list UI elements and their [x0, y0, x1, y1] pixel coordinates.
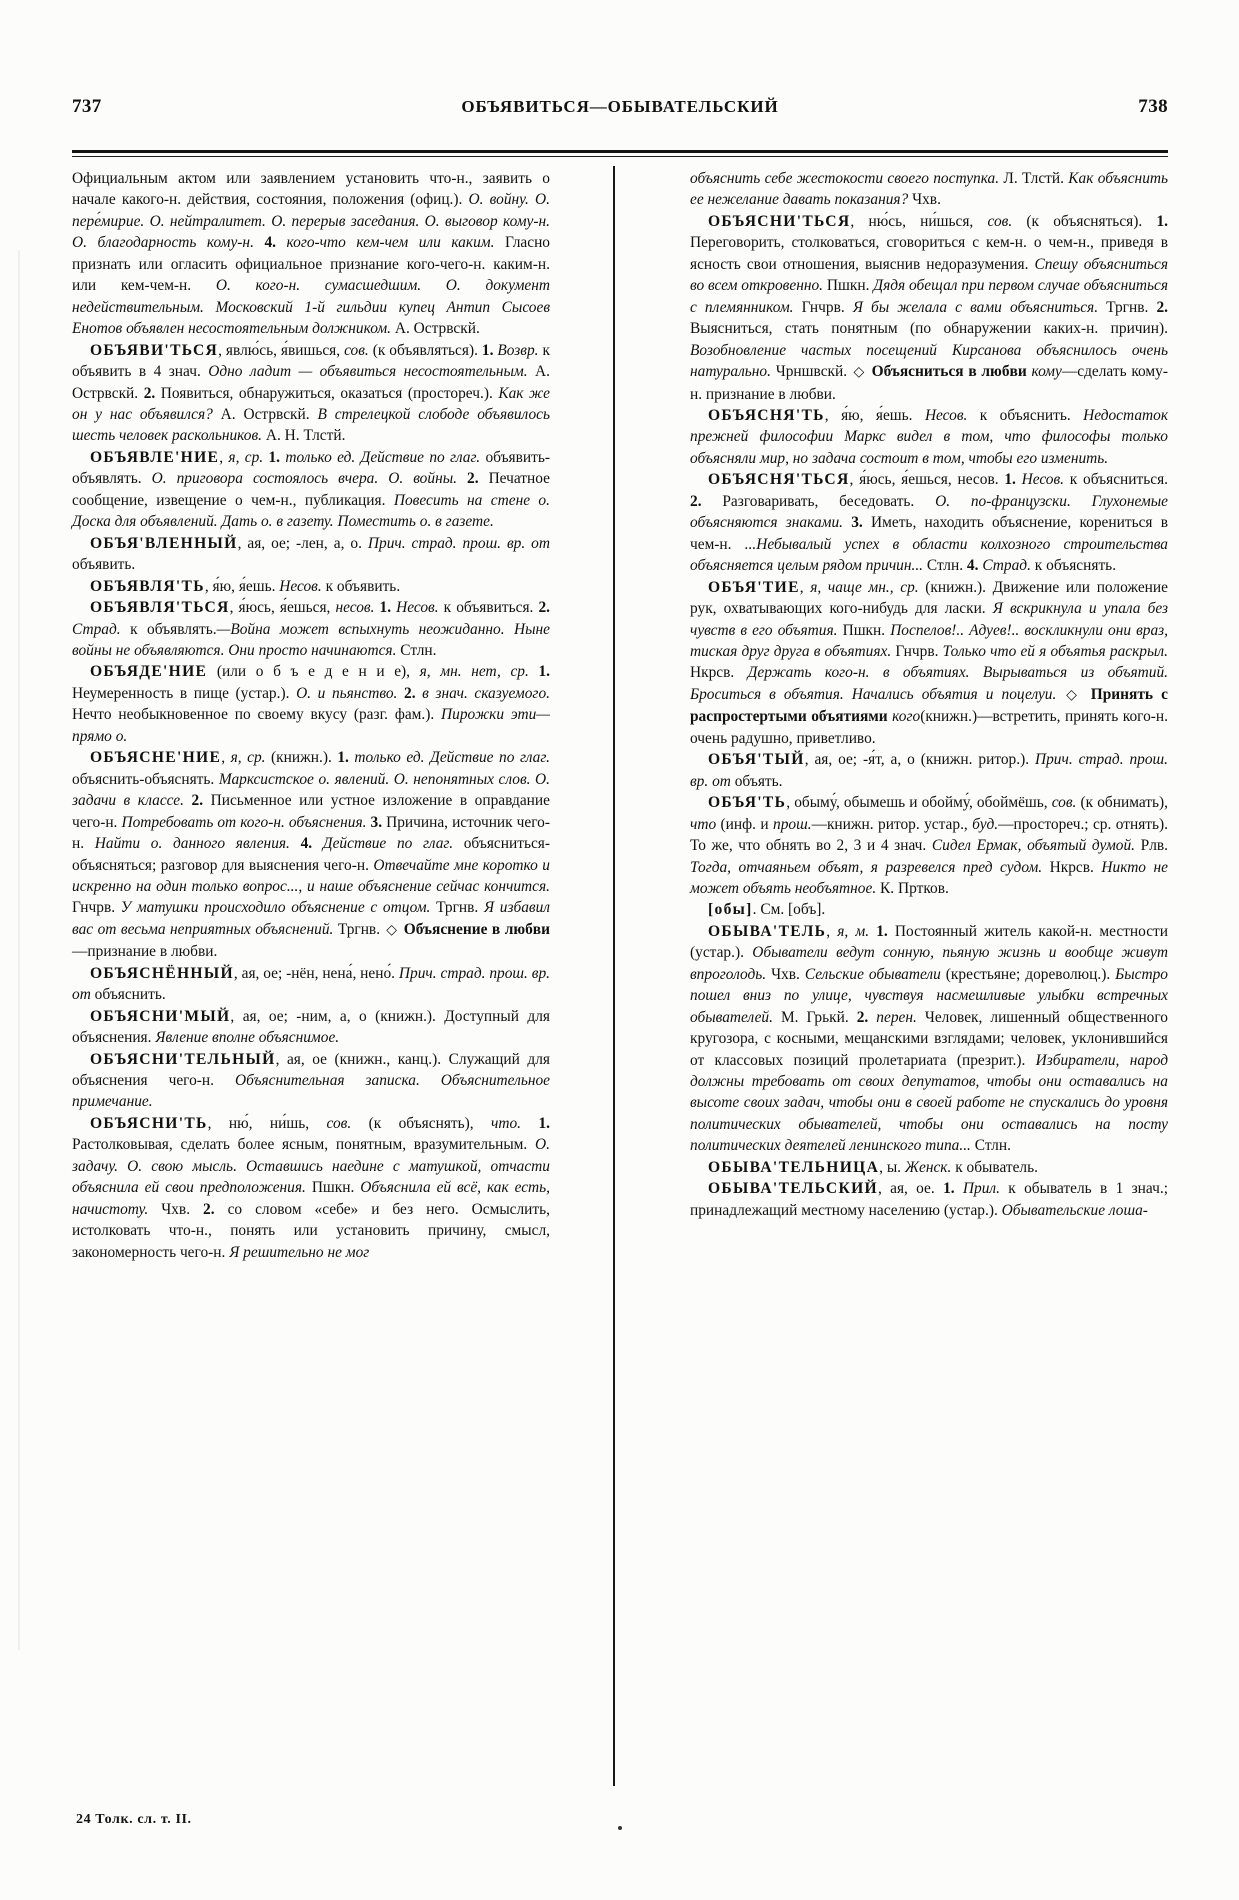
entry-headword: ОБЪЯСНИ'ТЕЛЬНЫЙ	[90, 1050, 276, 1068]
sense-number: 2.	[690, 492, 723, 510]
sense-number: 4.	[966, 557, 983, 575]
gloss-roman: Гнчрв.	[72, 899, 121, 917]
gloss-italic: —Война может вспыхнуть неожиданно. Ныне войны не объявляются. Они просто начинаются.	[72, 620, 551, 659]
gloss-italic: Я избавил вас от весьма неприятных объяснений.	[72, 899, 550, 938]
dictionary-entry[interactable]	[690, 899, 1168, 920]
gloss-italic: О. и пьянство.	[296, 684, 405, 702]
gloss-italic: У матушки происходило объяснение с отцом.	[120, 899, 437, 917]
gloss-roman: я́ю, я́ешь.	[841, 406, 925, 424]
phraseology-government: кому	[1026, 363, 1062, 381]
dictionary-entry[interactable]	[72, 1049, 550, 1113]
gloss-roman: Письменное или устное изложение в оправдание чего-н.	[72, 792, 550, 831]
dictionary-entry[interactable]	[72, 1006, 550, 1049]
gloss-italic: Поспелов!.. Адуев!.. воскликнули они враз, тиская друг друга в объятиях.	[690, 621, 1169, 660]
gloss-italic: объяснить себе жестокости своего поступка.	[690, 170, 1004, 187]
gloss-italic: Держать кого-н. в объятиях. Вырываться из объятий. Броситься в объятия. Начались объятия и поцелуи.	[690, 664, 1168, 703]
gloss-italic: сов.	[1051, 794, 1081, 812]
entry-headword: ОБЪЯСНИ'ТЬ	[90, 1114, 208, 1132]
gloss-roman: Тргнв.	[436, 899, 484, 917]
gloss-roman: Разговаривать, беседовать.	[722, 492, 936, 510]
gloss-roman: ,	[207, 1114, 229, 1132]
running-title: ОБЪЯВИТЬСЯ—ОБЫВАТЕЛЬСКИЙ	[461, 97, 779, 116]
gloss-roman: ,	[877, 1180, 891, 1198]
gloss-italic: Прич. страд. прош. вр. от	[72, 964, 551, 1004]
gloss-roman: ,	[219, 448, 229, 466]
gloss-roman: я́юсь, я́ешься,	[238, 599, 336, 617]
gloss-roman: ,	[275, 1050, 287, 1068]
gloss-roman: (к объяснять),	[368, 1114, 492, 1132]
gloss-roman: ,	[824, 406, 842, 424]
gloss-italic: Несов.	[1021, 471, 1070, 489]
gloss-roman: ая, ое; -лен, а, о.	[247, 534, 368, 552]
gloss-italic: Сидел Ермак, объятый думой.	[931, 837, 1141, 855]
gloss-italic: сов.	[987, 212, 1027, 230]
gloss-roman: (крестьяне; дореволюц.).	[945, 965, 1116, 983]
gloss-roman: (к объясняться).	[1026, 212, 1157, 230]
gloss-roman: . См. [объ].	[752, 901, 826, 919]
sense-number: 1.	[379, 599, 397, 617]
entry-headword: ОБЪЯСНЯ'ТЬ	[708, 406, 825, 424]
gloss-italic: Избиратели, народ должны требовать от своих депутатов, чтобы они оставались на высоте своих задач, чтобы они в своей работе не спускались до уровня политических обывателей, чтобы они оставались на посту политических деятелей ленинского типа...	[690, 1051, 1168, 1155]
gloss-italic: Потребовать от кого-н. объяснения.	[121, 813, 371, 831]
gloss-roman: к объяснить.	[979, 406, 1084, 424]
sense-number: 2.	[404, 684, 423, 702]
gloss-roman: ая, ое; -нён, нена́, нено́.	[241, 964, 399, 982]
gloss-italic: Недостаток прежней философии Маркс видел в том, что философы только объясняли мир, но задача состоит в том, чтобы его изменить.	[690, 406, 1169, 467]
gloss-italic: О. задачу. О. свою мысль. Оставшись наедине с матушкой, отчасти объяснила ей свои предположения.	[72, 1136, 550, 1197]
sense-number: 1.	[943, 1180, 963, 1198]
folio-left: 737	[72, 96, 102, 117]
gloss-italic: О. по-французски. Глухонемые объясняются знаками.	[690, 492, 1169, 532]
dictionary-entry[interactable]	[72, 661, 550, 747]
entry-headword: ОБЪЯВИ'ТЬСЯ	[90, 341, 219, 359]
phraseology-gloss: —признание в любви.	[72, 943, 218, 961]
sense-number: 1.	[268, 448, 286, 466]
gloss-roman: ,	[237, 534, 248, 552]
gloss-roman: ая, ое (книжн., канц.). Служащий для объяснения чего-н.	[72, 1050, 550, 1090]
gloss-italic: Как же он у нас объявился?	[72, 384, 550, 423]
gloss-roman: М. Грькй.	[780, 1008, 857, 1026]
dictionary-entry[interactable]	[72, 747, 550, 963]
gloss-roman: Гнчрв.	[895, 642, 943, 660]
gloss-roman: (книжн.). Движение или положение рук, охватывающих кого-нибудь для ласки.	[690, 578, 1168, 618]
gloss-roman: ню́, ни́шь,	[228, 1114, 327, 1132]
scan-edge-artifact	[18, 250, 20, 1650]
running-head	[72, 96, 1168, 126]
gloss-roman: Выясниться, стать понятным (по обнаружении каких-н. причин).	[690, 320, 1168, 338]
gloss-roman: Чрншвскй.	[775, 363, 848, 381]
gloss-roman: Л. Тлстй.	[1003, 170, 1069, 187]
gloss-roman: Нкрсв.	[690, 664, 748, 682]
gloss-italic: Страд.	[72, 620, 131, 638]
entry-headword: ОБЪЯ'ТЫЙ	[708, 751, 805, 769]
gloss-roman: я́юсь, я́ешься, несов.	[859, 471, 1005, 489]
gloss-italic: Прил.	[962, 1180, 1009, 1198]
gloss-italic: Прич. страд. прош. вр. от	[690, 751, 1168, 790]
gloss-italic: Несов.	[924, 406, 980, 424]
gloss-italic: Несов.	[396, 599, 444, 617]
gloss-italic: Повесить на стене о. Доска для объявлений. Дать о. в газету. Поместить о. в газете.	[72, 491, 550, 531]
dictionary-entry[interactable]	[72, 1113, 550, 1263]
sense-number: 1.	[337, 749, 355, 767]
gloss-italic: Действие по глаг.	[322, 835, 464, 853]
gloss-italic: Объяснительная записка. Объяснительное примечание.	[72, 1072, 550, 1111]
gloss-roman: обыму́, обымешь и обойму́, обоймёшь,	[794, 794, 1052, 812]
gloss-italic: ...Небывалый успех в области колхозного строительства объясняется целым рядом причин...	[690, 535, 1168, 575]
gloss-italic: я, мн. нет, ср.	[419, 663, 539, 681]
gloss-roman: ,	[826, 922, 838, 940]
entry-headword: ОБЪЯСНЁННЫЙ	[90, 964, 234, 982]
footer-signature: 24 Толк. сл. т. II.	[76, 1812, 192, 1827]
gloss-italic: О. приговора состоялось вчера. О. войны.	[151, 470, 467, 488]
dictionary-entry[interactable]	[690, 921, 1168, 1157]
phraseology-government: кого	[887, 708, 921, 726]
entry-headword: ОБЪЯ'ТИЕ	[708, 578, 800, 596]
gloss-roman: ,	[233, 964, 242, 982]
entry-headword: ОБЫВА'ТЕЛЬСКИЙ	[708, 1180, 878, 1198]
phraseology-gloss: —сделать кому-н. признание в любви.	[690, 363, 1168, 403]
phraseology-gloss: (книжн.)—встретить, принять кого-н. очень радушно, приветливо.	[690, 708, 1168, 747]
entry-headword: ОБЪЯДЕ'НИЕ	[90, 663, 208, 681]
gloss-roman: Человек, лишенный общественного кругозора, с косными, мещанскими взглядами; человек, уклонившийся от классовых позиций пролетариата (презрит.).	[690, 1008, 1168, 1069]
gloss-roman: Переговорить, столковаться, сговориться с кем-н. о чем-н., приведя в ясность свои отношения, выяснив недоразумения.	[690, 234, 1168, 273]
carryover-paragraph	[690, 168, 1168, 211]
gloss-roman: Стлн.	[974, 1137, 1011, 1155]
columns-container	[72, 168, 1168, 1798]
sense-number: 4.	[300, 835, 323, 853]
gloss-roman: к объявиться.	[443, 599, 539, 617]
gloss-roman: Появиться, обнаружиться, оказаться (простореч.).	[160, 384, 499, 402]
gloss-roman: ,	[804, 751, 815, 769]
gloss-roman: ая, ое; -я́т, а, о (книжн. ритор.).	[814, 751, 1035, 769]
gloss-roman: К. Пртков.	[880, 879, 949, 897]
gloss-italic: Дядя обещал при первом случае объясниться с племянником.	[690, 277, 1169, 316]
gloss-roman: ,	[849, 471, 860, 489]
scan-speck	[618, 1826, 622, 1830]
gloss-italic: я, ср.	[228, 448, 269, 466]
gloss-roman: Официальным актом или заявлением установить что-н., заявить о начале какого-н. действия, состояния, положения (офиц.).	[72, 170, 550, 209]
entry-headword: ОБЪЯСНИ'МЫЙ	[90, 1007, 231, 1025]
gloss-roman: Чхв.	[161, 1200, 204, 1218]
gloss-roman: А. Острвскй.	[394, 320, 480, 338]
gloss-roman: к объявить.	[325, 577, 401, 595]
gloss-roman: ,	[230, 1007, 243, 1025]
phraseology-phrase: Объяснение в любви	[403, 920, 550, 938]
gloss-italic: прош.	[773, 815, 812, 833]
sense-number: 3.	[370, 813, 387, 831]
gloss-roman: ы.	[886, 1158, 905, 1176]
gloss-roman: явлю́сь, я́вишься,	[225, 341, 345, 359]
sense-number: 1.	[1156, 212, 1168, 230]
gloss-roman: Гнчрв.	[801, 298, 853, 316]
phraseology-diamond-icon: ◇	[382, 922, 402, 938]
gloss-roman: объясниться-объясняться; разговор для выяснения чего-н.	[72, 835, 550, 874]
header-rule-thin	[72, 156, 1168, 157]
gloss-italic: В стрелецкой слободе объявилось шесть человек раскольников.	[72, 405, 550, 445]
column-left	[72, 168, 550, 1263]
gloss-italic: Только что ей я объятья раскрыл.	[942, 642, 1168, 660]
gloss-italic: Одно ладит — объявиться несостоятельным.	[208, 363, 536, 381]
header-rule-thick	[72, 150, 1168, 153]
gloss-roman: Рлв.	[1140, 837, 1168, 855]
gloss-italic: Сельские обыватели	[804, 965, 946, 983]
column-right	[690, 168, 1168, 1221]
dictionary-entry[interactable]	[690, 792, 1168, 899]
entry-variant-spelling: (или о б ъ е д е н и е)	[207, 663, 407, 681]
gloss-italic: Я решительно не мог	[229, 1243, 370, 1261]
gloss-roman: Причина, источник чего-н.	[72, 813, 550, 853]
gloss-roman: объявить-объявлять.	[72, 448, 550, 488]
dictionary-entry[interactable]	[72, 597, 550, 661]
sense-number: 4.	[264, 234, 287, 252]
gloss-italic: Прич. страд. прош. вр. от	[367, 534, 550, 552]
carryover-paragraph	[72, 168, 550, 340]
gloss-roman: объять.	[734, 772, 783, 790]
gloss-italic: перен.	[876, 1008, 925, 1026]
gloss-roman: —книжн. ритор. устар.,	[811, 815, 973, 833]
gloss-italic: Возвр.	[497, 341, 543, 359]
gloss-roman: ая, ое; -ним, а, о (книжн.). Доступный для объяснения.	[72, 1007, 550, 1047]
sense-number: 2.	[856, 1008, 877, 1026]
dictionary-entry[interactable]	[690, 1178, 1168, 1221]
gloss-roman: к обыватель в 1 знач.; принадлежащий местному населению (устар.).	[690, 1180, 1168, 1219]
gloss-italic: в знач. сказуемого.	[422, 684, 550, 702]
entry-headword: ОБЪЯСНЯ'ТЬСЯ	[708, 471, 850, 489]
gloss-roman: (инф. и	[720, 815, 773, 833]
sense-number: 2.	[191, 792, 211, 810]
gloss-italic: Несов.	[279, 577, 326, 595]
sense-number: 2.	[143, 384, 161, 402]
gloss-roman: ню́сь, ни́шься,	[868, 212, 988, 230]
dictionary-entry[interactable]	[690, 405, 1168, 469]
gloss-italic: О. кого-н. сумасшедшим. О. документ недействительным. Московский 1-й гильдии купец Антип Сысоев Енотов объявлен несостоятельным должником.	[72, 277, 550, 338]
gloss-italic: Пирожки эти—прямо о.	[72, 706, 550, 745]
dictionary-entry[interactable]	[72, 340, 550, 447]
gloss-italic: Возобновление частых посещений Кирсанова объяснилось очень натурально.	[690, 341, 1168, 381]
gloss-roman: объявить.	[72, 556, 136, 574]
gloss-roman: ,	[204, 577, 213, 595]
gloss-roman: ,	[406, 663, 420, 681]
gloss-italic: буд.	[972, 815, 999, 833]
gloss-roman: Пшкн.	[842, 621, 891, 639]
gloss-italic: сов.	[326, 1114, 369, 1132]
gloss-roman: Пшкн.	[311, 1179, 361, 1197]
sense-number: 3.	[851, 514, 872, 532]
entry-headword: ОБЪЯВЛЕ'НИЕ	[90, 448, 220, 466]
dictionary-entry[interactable]	[72, 447, 550, 533]
gloss-italic: сов.	[344, 341, 373, 359]
gloss-roman: объяснить.	[94, 986, 166, 1004]
gloss-roman: (к объявляться).	[372, 341, 482, 359]
gloss-italic: Найти о. данного явления.	[94, 835, 301, 853]
gloss-roman: ая, ое.	[890, 1180, 944, 1198]
gloss-italic: Женск.	[904, 1158, 956, 1176]
gloss-roman: Нечто необыкновенное по своему вкусу (разг. фам.).	[72, 706, 442, 724]
gloss-italic: Объяснила ей всё, как есть, начистоту.	[72, 1179, 551, 1218]
gloss-roman: Нкрсв.	[1049, 858, 1102, 876]
gloss-roman: Неумеренность в пище (устар.).	[72, 684, 297, 702]
gloss-italic: Страд.	[982, 557, 1035, 575]
gloss-italic: Обывательские лоша-	[1001, 1201, 1148, 1219]
gloss-italic: что.	[491, 1114, 539, 1132]
gloss-italic: кого-что кем-чем или каким.	[286, 234, 505, 252]
gloss-roman: к обыватель.	[955, 1158, 1038, 1176]
entry-headword: ОБЪЯ'ТЬ	[708, 794, 787, 812]
entry-headword: [обы]	[708, 901, 753, 919]
gloss-roman: ,	[218, 341, 226, 359]
gloss-roman: Печатное сообщение, извещение о чем-н., публикация.	[72, 470, 550, 509]
gloss-roman: Тргнв.	[337, 920, 381, 938]
gloss-roman: Постоянный житель какой-н. местности (устар.).	[690, 922, 1169, 962]
gloss-roman: А. Острвскй.	[220, 405, 318, 423]
entry-headword: ОБЪЯСНИ'ТЬСЯ	[708, 212, 851, 230]
gloss-roman: ,	[221, 749, 231, 767]
gloss-italic: Как объяснить ее нежелание давать показания?	[690, 170, 1169, 209]
entry-headword: ОБЪЯВЛЯ'ТЬСЯ	[90, 599, 230, 617]
dictionary-entry[interactable]	[72, 533, 550, 576]
gloss-italic: что	[690, 815, 721, 833]
phraseology-diamond-icon: ◇	[1058, 687, 1089, 703]
entry-headword: ОБЫВА'ТЕЛЬ	[708, 922, 827, 940]
entry-headword: ОБЫВА'ТЕЛЬНИЦА	[708, 1158, 880, 1176]
gloss-roman: (к обнимать),	[1080, 794, 1168, 812]
folio-right: 738	[1138, 96, 1168, 117]
gloss-italic: я, м.	[837, 922, 877, 940]
dictionary-entry[interactable]	[72, 576, 550, 597]
dictionary-entry[interactable]	[690, 749, 1168, 792]
sense-number: 2.	[538, 599, 551, 617]
gloss-roman: ,	[786, 794, 795, 812]
gloss-italic: Отвечайте мне коротко и искренно на один только вопрос..., и наше объяснение сейчас кончится.	[72, 856, 550, 895]
gloss-roman: Иметь, находить объяснение, корениться в чем-н.	[690, 514, 1168, 553]
dictionary-entry[interactable]	[690, 211, 1168, 405]
gloss-roman: к объясниться.	[1069, 471, 1168, 489]
gloss-roman: Пшкн.	[826, 277, 874, 295]
gloss-italic: Явление вполне объяснимое.	[155, 1029, 340, 1047]
phraseology-phrase: Принять с распростертыми объятиями	[690, 685, 1168, 726]
gloss-roman: ,	[879, 1158, 887, 1176]
gloss-roman: А. Н. Тлстй.	[265, 427, 346, 445]
gloss-italic: Марксистское о. явлений. О. непонятных слов. О. задачи в классе.	[72, 770, 550, 810]
dictionary-entry[interactable]	[72, 963, 550, 1006]
gloss-roman: Стлн.	[400, 641, 437, 659]
gloss-italic: Я бы желала с вами объясниться.	[852, 298, 1107, 316]
sense-number: 1.	[481, 341, 498, 359]
gloss-roman: ,	[799, 578, 811, 596]
gloss-italic: О. войну. О. пере́мирие. О. нейтралитет. О. перерыв заседания. О. выговор кому-н. О. благодарность кому-н.	[72, 191, 550, 252]
gloss-italic: Я вскрикнула и упала без чувств в его объятия.	[690, 600, 1168, 639]
gloss-italic: Быстро пошел вниз по улице, чувствуя насмешливые улыбки встречных обывателей.	[690, 965, 1168, 1026]
gloss-italic: я, ср.	[230, 749, 272, 767]
gloss-italic: несов.	[335, 599, 380, 617]
dictionary-entry[interactable]	[690, 469, 1168, 576]
gloss-italic: только ед. Действие по глаг.	[354, 749, 550, 767]
gloss-italic: Обыватели ведут сонную, пьяную жизнь и вообще живут впроголодь.	[690, 944, 1168, 983]
sense-number: 1.	[1004, 471, 1022, 489]
gloss-roman: А. Острвскй.	[72, 363, 550, 402]
gloss-roman: —простореч.; ср. отнять). То же, что обнять во 2, 3 и 4 знач.	[690, 815, 1168, 855]
sense-number: 1.	[538, 663, 550, 681]
sense-number: 2.	[467, 470, 489, 488]
gloss-italic: только ед. Действие по глаг.	[285, 448, 486, 466]
sense-number: 1.	[538, 1114, 550, 1132]
gloss-roman: Растолковывая, сделать более ясным, понятным, вразумительным.	[72, 1136, 536, 1154]
phraseology-diamond-icon: ◇	[849, 365, 870, 381]
entry-headword: ОБЪЯВЛЯ'ТЬ	[90, 577, 205, 595]
gloss-roman: Тргнв.	[1106, 298, 1157, 316]
gloss-italic: я, чаще мн., ср.	[810, 578, 926, 596]
dictionary-entry[interactable]	[690, 577, 1168, 750]
gloss-italic: Никто не может объять необъятное.	[690, 858, 1168, 897]
gloss-roman: Чхв.	[771, 965, 805, 983]
gloss-roman: к объявить в 4 знач.	[72, 341, 550, 381]
gloss-italic: Тогда, отчаяньем объят, я разревелся пред судом.	[690, 858, 1050, 876]
entry-headword: ОБЪЯСНЕ'НИЕ	[90, 749, 222, 767]
gloss-roman: ,	[850, 212, 869, 230]
dictionary-entry[interactable]	[690, 1157, 1168, 1178]
gloss-roman: Гласно признать или огласить официальное признание кого-чего-н. каким-н. или кем-чем-н.	[72, 234, 550, 295]
gloss-roman: ,	[229, 599, 239, 617]
entry-headword: ОБЪЯ'ВЛЕННЫЙ	[90, 534, 238, 552]
gloss-roman: Стлн.	[926, 557, 967, 575]
gloss-roman: к объяснять.	[1034, 557, 1117, 575]
gloss-roman: Чхв.	[912, 191, 941, 209]
phraseology-phrase: Объясниться в любви	[871, 363, 1027, 381]
sense-number: 2.	[1156, 298, 1168, 316]
gloss-roman: я́ю, я́ешь.	[212, 577, 280, 595]
gloss-roman: объяснить-объяснять.	[72, 770, 219, 788]
gloss-italic: Спешу объясниться во всем откровенно.	[690, 255, 1168, 295]
gloss-roman: со словом «себе» и без него. Осмыслить, истолковать что-н., понять или установить причину, смысл, закономерность чего-н.	[72, 1200, 551, 1261]
gloss-roman: (книжн.).	[271, 749, 338, 767]
sense-number: 2.	[203, 1200, 228, 1218]
gloss-roman: к объявлять.	[130, 620, 217, 638]
sense-number: 1.	[876, 922, 895, 940]
